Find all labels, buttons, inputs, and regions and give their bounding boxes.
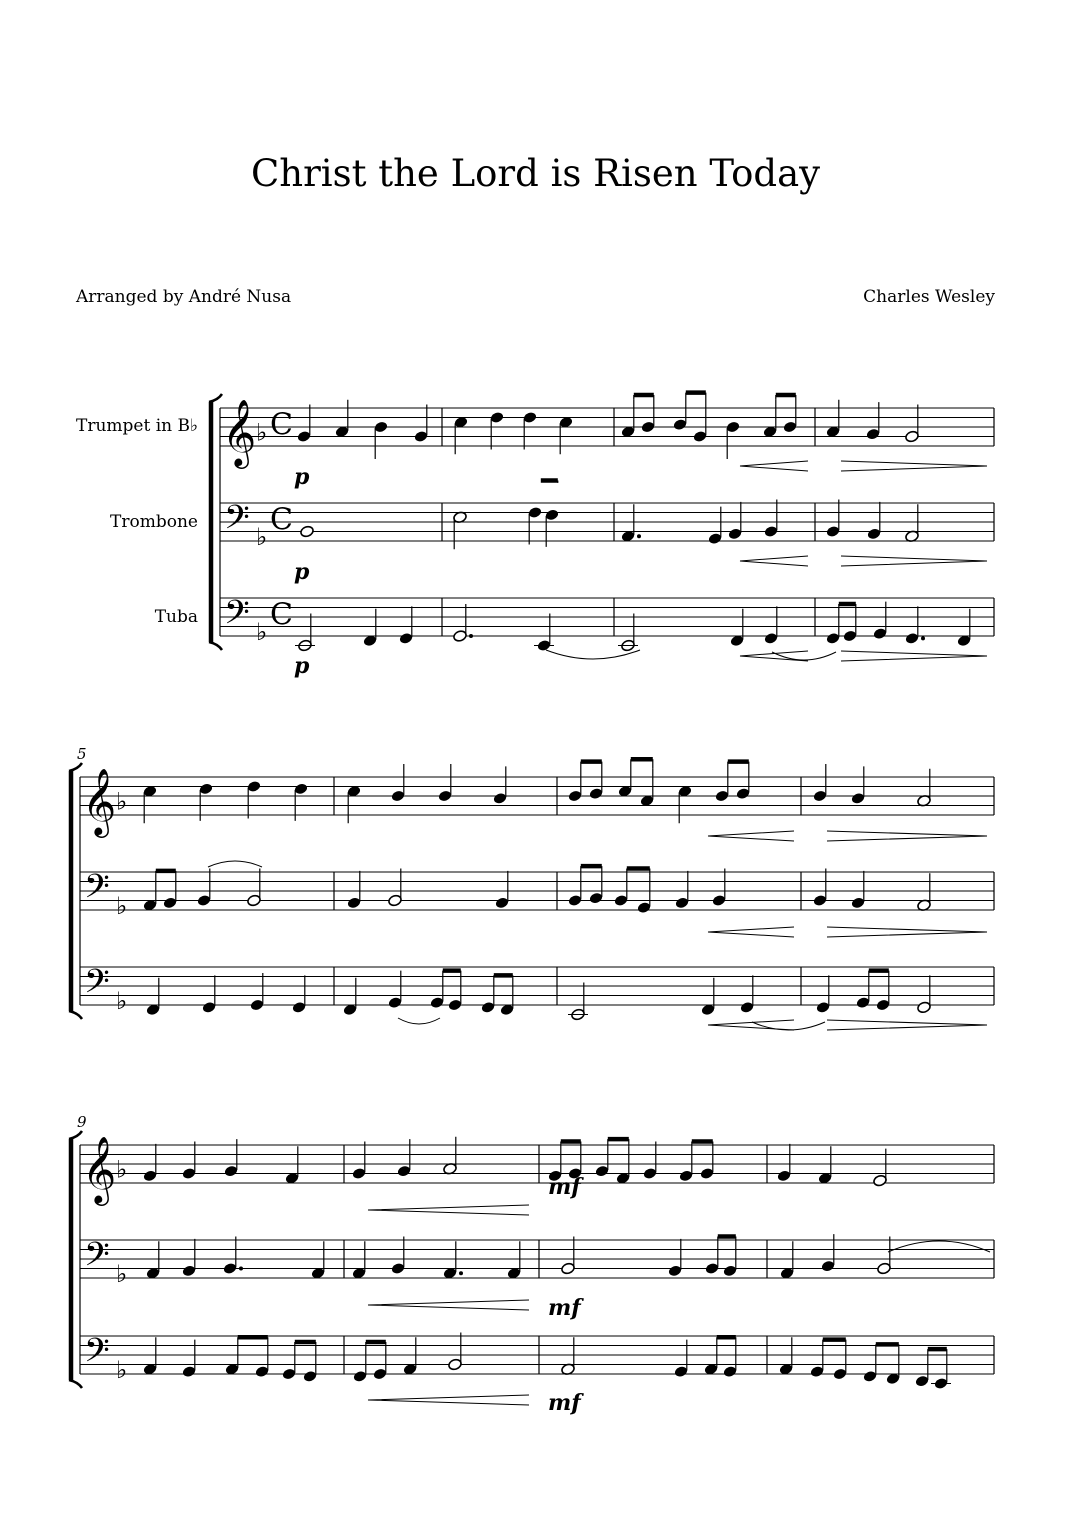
note-head — [777, 1169, 792, 1182]
note-head — [877, 1262, 892, 1275]
note-head — [528, 506, 543, 519]
crescendo-hairpin — [740, 556, 808, 566]
diminuendo-hairpin — [827, 927, 987, 937]
note-head — [182, 1167, 197, 1180]
dynamic-mf-trombone: mf — [548, 1295, 581, 1321]
key-signature-flat: ♭ — [256, 523, 268, 551]
instrument-label-tuba: Tuba — [154, 607, 198, 627]
arranger-credit: Arranged by André Nusa — [76, 287, 292, 307]
note-head — [740, 1001, 755, 1014]
note-head — [712, 894, 727, 907]
bass-clef-icon: 𝄢 — [224, 594, 250, 640]
key-signature-flat: ♭ — [256, 618, 268, 646]
dynamic-mf-tuba: mf — [548, 1390, 581, 1416]
note-head — [255, 1365, 270, 1378]
note-head — [641, 421, 656, 434]
augmentation-dot — [921, 636, 925, 640]
diminuendo-hairpin — [841, 651, 987, 661]
bass-clef-icon: 𝄢 — [224, 499, 250, 545]
tie — [888, 1241, 990, 1252]
note-head — [247, 780, 262, 793]
crescendo-hairpin — [368, 1395, 529, 1405]
composer-credit: Charles Wesley — [863, 287, 995, 307]
note-head — [905, 430, 920, 443]
note-head — [453, 630, 468, 643]
diminuendo-hairpin — [827, 1020, 987, 1030]
note-head — [783, 421, 798, 434]
note-head — [430, 996, 445, 1009]
note-head — [674, 1365, 689, 1378]
note-head — [294, 782, 309, 795]
note-head — [595, 1165, 610, 1178]
note-head — [867, 527, 882, 540]
note-head — [866, 428, 881, 441]
note-head — [826, 632, 841, 645]
treble-clef-icon: 𝄞 — [82, 767, 117, 835]
note-head — [813, 790, 828, 803]
note-head — [202, 1001, 217, 1014]
note-head — [481, 1001, 496, 1014]
note-head — [668, 1264, 683, 1277]
note-head — [589, 787, 604, 800]
note-head — [197, 894, 212, 907]
note-head — [561, 1262, 576, 1275]
note-head — [675, 896, 690, 909]
dynamic-p-trombone: p — [294, 559, 310, 585]
dynamic-mf-trumpet: mf — [548, 1174, 581, 1200]
note-head — [673, 418, 688, 431]
augmentation-dot — [459, 1271, 463, 1275]
note-head — [833, 1368, 848, 1381]
note-head — [843, 630, 858, 643]
bracket-bottom-hook — [69, 1011, 82, 1019]
diminuendo-hairpin — [841, 556, 987, 566]
diminuendo-hairpin — [841, 461, 987, 471]
note-head — [490, 411, 505, 424]
note-head — [163, 896, 178, 909]
note-head — [764, 525, 779, 538]
note-head — [715, 790, 730, 803]
note-head — [224, 1165, 239, 1178]
note-head — [813, 894, 828, 907]
note-head — [708, 532, 723, 545]
note-head — [568, 790, 583, 803]
note-head — [438, 790, 453, 803]
note-head — [643, 1167, 658, 1180]
note-head — [856, 996, 871, 1009]
tie — [208, 861, 262, 867]
bass-clef-icon: 𝄢 — [84, 1236, 110, 1282]
note-head — [388, 996, 403, 1009]
note-head — [282, 1368, 297, 1381]
bass-clef-icon: 𝄢 — [84, 868, 110, 914]
crescendo-hairpin — [368, 1205, 529, 1215]
dynamic-p-tuba: p — [294, 653, 310, 679]
note-head — [723, 1365, 738, 1378]
note-head — [816, 1001, 831, 1014]
note-head — [723, 1264, 738, 1277]
note-head — [700, 1167, 715, 1180]
key-signature-flat: ♭ — [116, 1260, 128, 1288]
crescendo-hairpin — [740, 461, 808, 471]
note-head — [810, 1365, 825, 1378]
tie — [546, 650, 640, 659]
note-head — [250, 999, 265, 1012]
augmentation-dot — [239, 1267, 243, 1271]
note-head — [764, 632, 779, 645]
note-head — [905, 632, 920, 645]
crescendo-hairpin — [708, 1020, 794, 1030]
instrument-label-trumpet: Trumpet in B♭ — [75, 416, 198, 436]
crescendo-hairpin — [708, 927, 794, 937]
note-head — [851, 792, 866, 805]
note-head — [863, 1370, 878, 1383]
note-head — [374, 421, 389, 434]
note-head — [873, 627, 888, 640]
note-head — [523, 411, 538, 424]
note-head — [303, 1370, 318, 1383]
note-head — [448, 1358, 463, 1371]
note-head — [493, 792, 508, 805]
diminuendo-hairpin — [827, 831, 987, 841]
bracket-top-hook — [209, 394, 222, 402]
treble-clef-icon: 𝄞 — [222, 398, 257, 466]
note-head — [545, 508, 560, 521]
measure-number-5: 5 — [77, 745, 87, 763]
note-head — [247, 894, 262, 907]
note-head — [391, 790, 406, 803]
note-head — [826, 525, 841, 538]
crescendo-hairpin — [368, 1300, 529, 1310]
note-head — [637, 901, 652, 914]
note-head — [614, 894, 629, 907]
note-head — [352, 1167, 367, 1180]
note-head — [876, 999, 891, 1012]
treble-clef-icon: 𝄞 — [82, 1135, 117, 1203]
note-head — [347, 896, 362, 909]
time-signature-common: C — [270, 407, 293, 443]
note-head — [726, 421, 741, 434]
key-signature-flat: ♭ — [116, 787, 128, 816]
note-head — [414, 430, 429, 443]
note-head — [917, 1001, 932, 1014]
bracket-top-hook — [69, 1131, 82, 1139]
note-head — [568, 894, 583, 907]
note-head — [292, 1001, 307, 1014]
note-head — [873, 1174, 888, 1187]
measure-number-9: 9 — [77, 1113, 87, 1131]
key-signature-flat: ♭ — [116, 1356, 128, 1384]
time-signature-common: C — [270, 502, 293, 538]
note-head — [388, 894, 403, 907]
note-head — [223, 1262, 238, 1275]
key-signature-flat: ♭ — [116, 1155, 128, 1184]
tie — [752, 1022, 825, 1030]
bracket-bottom-hook — [209, 642, 222, 650]
note-head — [495, 896, 510, 909]
bass-clef-icon: 𝄢 — [84, 1332, 110, 1378]
dynamic-p-trumpet: p — [294, 464, 310, 490]
bracket-bottom-hook — [69, 1380, 82, 1388]
note-head — [399, 632, 414, 645]
note-head — [448, 999, 463, 1012]
time-signature-common: C — [270, 597, 293, 633]
note-head — [199, 782, 214, 795]
slur — [398, 1018, 440, 1024]
note-head — [300, 525, 315, 538]
crescendo-hairpin — [708, 831, 794, 841]
bass-clef-icon: 𝄢 — [84, 963, 110, 1009]
note-head — [705, 1262, 720, 1275]
augmentation-dot — [637, 534, 641, 538]
note-head — [373, 1368, 388, 1381]
instrument-label-trombone: Trombone — [110, 512, 198, 532]
key-signature-flat: ♭ — [256, 418, 268, 447]
note-head — [391, 1262, 406, 1275]
note-head — [851, 896, 866, 909]
note-head — [693, 430, 708, 443]
bracket-top-hook — [69, 763, 82, 771]
piece-title: Christ the Lord is Risen Today — [250, 152, 821, 195]
note-head — [143, 1169, 158, 1182]
key-signature-flat: ♭ — [116, 987, 128, 1015]
note-head — [736, 787, 751, 800]
note-head — [728, 527, 743, 540]
note-head — [182, 1365, 197, 1378]
note-head — [821, 1260, 836, 1273]
note-head — [353, 1370, 368, 1383]
note-head — [589, 892, 604, 905]
note-head — [679, 1169, 694, 1182]
augmentation-dot — [469, 634, 473, 638]
note-head — [397, 1165, 412, 1178]
key-signature-flat: ♭ — [116, 892, 128, 920]
note-head — [182, 1264, 197, 1277]
note-head — [915, 1375, 930, 1388]
note-head — [297, 430, 312, 443]
